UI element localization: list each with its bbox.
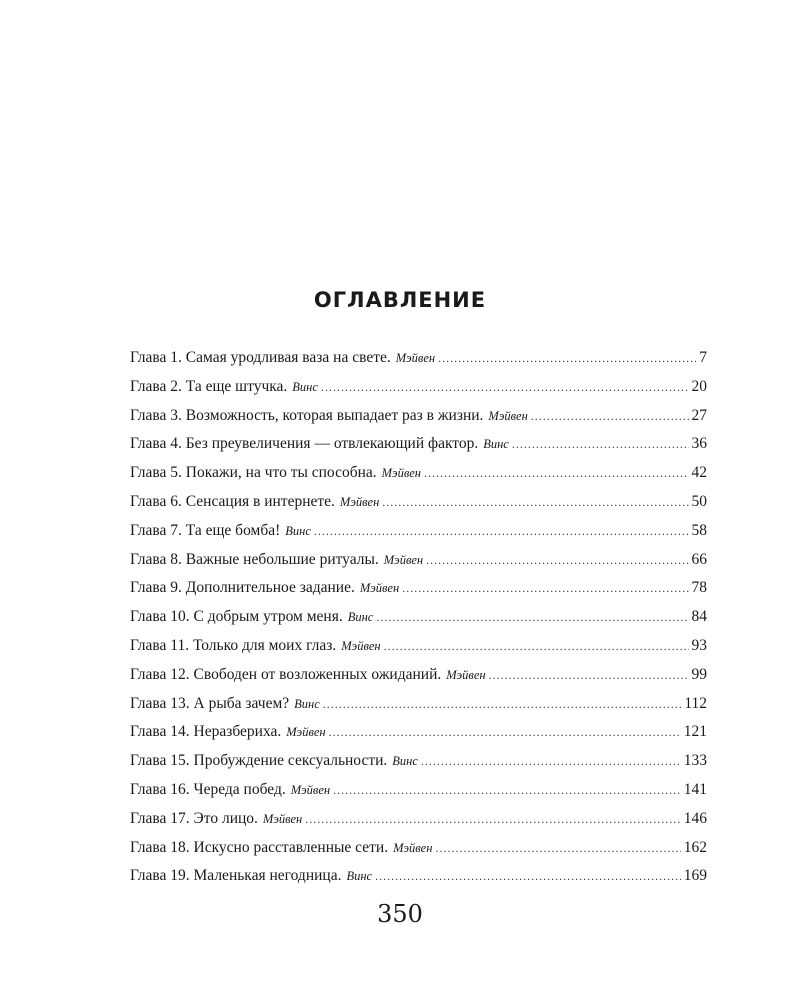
chapter-page-number: 162: [683, 838, 707, 856]
dot-leader: [323, 690, 682, 719]
toc-entry: [130, 373, 707, 402]
chapter-page-number: 169: [683, 867, 707, 885]
chapter-title: Глава 14. Неразбериха.: [130, 723, 282, 741]
chapter-narrator: Мэйвен: [262, 811, 303, 826]
toc-entry: [130, 747, 707, 776]
dot-leader: [531, 402, 689, 431]
toc-entry: [130, 574, 707, 603]
chapter-title: Глава 4. Без преувеличения — отвлекающий фактор.: [130, 435, 479, 453]
dot-leader: [305, 805, 680, 834]
chapter-narrator: Мэйвен: [395, 351, 436, 365]
dot-leader: [402, 574, 688, 603]
chapter-narrator: Мэйвен: [341, 638, 381, 653]
chapter-page-number: 58: [691, 521, 707, 539]
chapter-page-number: 78: [691, 579, 707, 597]
dot-leader: [489, 661, 689, 690]
toc-entry: [130, 805, 707, 834]
chapter-narrator: Винс: [346, 869, 373, 884]
toc-entry: [130, 661, 707, 690]
dot-leader: [424, 459, 689, 488]
chapter-title: Глава 16. Череда побед.: [130, 780, 286, 798]
chapter-page-number: 99: [691, 665, 707, 683]
toc-entry: [130, 834, 707, 863]
chapter-page-number: 146: [683, 809, 707, 827]
toc-entry: [130, 690, 707, 719]
chapter-page-number: 27: [691, 406, 707, 424]
chapter-narrator: Мэйвен: [488, 408, 528, 423]
dot-leader: [314, 517, 689, 546]
toc-entry: [130, 344, 707, 373]
chapter-page-number: 20: [691, 377, 707, 395]
toc-entry: [130, 632, 707, 661]
table-of-contents: [130, 344, 707, 891]
chapter-narrator: Мэйвен: [383, 552, 424, 567]
chapter-narrator: Мэйвен: [381, 466, 421, 481]
dot-leader: [512, 430, 689, 459]
chapter-title: Глава 11. Только для моих глаз.: [130, 636, 337, 654]
chapter-narrator: Мэйвен: [446, 667, 486, 682]
chapter-page-number: 66: [691, 550, 707, 568]
chapter-narrator: Винс: [292, 379, 318, 394]
chapter-page-number: 141: [683, 780, 707, 798]
chapter-page-number: 112: [684, 694, 707, 712]
chapter-narrator: Мэйвен: [359, 581, 400, 596]
chapter-title: Глава 9. Дополнительное задание.: [130, 579, 355, 597]
toc-entry: [130, 459, 707, 488]
dot-leader: [438, 344, 696, 373]
dot-leader: [375, 862, 681, 891]
chapter-narrator: Винс: [392, 754, 418, 769]
dot-leader: [384, 632, 689, 661]
chapter-page-number: 50: [691, 492, 707, 510]
dot-leader: [333, 776, 681, 805]
dot-leader: [321, 373, 689, 402]
chapter-narrator: Мэйвен: [290, 782, 331, 797]
toc-entry: [130, 488, 707, 517]
chapter-narrator: Винс: [294, 696, 320, 711]
toc-entry: [130, 603, 707, 632]
chapter-title: Глава 7. Та еще бомба!: [130, 521, 281, 539]
chapter-title: Глава 2. Та еще штучка.: [130, 377, 288, 395]
dot-leader: [421, 747, 681, 776]
chapter-title: Глава 8. Важные небольшие ритуалы.: [130, 550, 379, 568]
dot-leader: [329, 718, 681, 747]
toc-entry: [130, 430, 707, 459]
toc-entry: [130, 546, 707, 575]
chapter-title: Глава 18. Искусно расставленные сети.: [130, 838, 389, 856]
toc-entry: [130, 517, 707, 546]
toc-entry: [130, 402, 707, 431]
page-number: 350: [377, 900, 423, 928]
dot-leader: [426, 546, 688, 575]
chapter-page-number: 42: [691, 464, 707, 482]
chapter-title: Глава 13. А рыба зачем?: [130, 694, 290, 712]
chapter-title: Глава 3. Возможность, которая выпадает раз в жизни.: [130, 406, 484, 424]
chapter-page-number: 121: [683, 723, 707, 741]
chapter-narrator: Мэйвен: [339, 494, 380, 509]
dot-leader: [376, 603, 688, 632]
chapter-title: Глава 1. Самая уродливая ваза на свете.: [130, 349, 391, 366]
chapter-narrator: Винс: [347, 610, 374, 625]
chapter-narrator: Винс: [285, 523, 311, 538]
chapter-narrator: Мэйвен: [393, 840, 433, 855]
chapter-title: Глава 10. С добрым утром меня.: [130, 608, 343, 626]
chapter-title: Глава 15. Пробуждение сексуальности.: [130, 752, 388, 770]
dot-leader: [382, 488, 688, 517]
dot-leader: [435, 834, 680, 863]
chapter-narrator: Мэйвен: [286, 725, 326, 740]
toc-entry: [130, 718, 707, 747]
toc-entry: [130, 862, 707, 891]
toc-entry: [130, 776, 707, 805]
chapter-title: Глава 5. Покажи, на что ты способна.: [130, 464, 377, 482]
chapter-page-number: 93: [691, 636, 707, 654]
chapter-title: Глава 12. Свободен от возложенных ожиданий.: [130, 665, 442, 683]
chapter-page-number: 84: [691, 608, 707, 626]
chapter-title: Глава 19. Маленькая негодница.: [130, 867, 342, 885]
chapter-page-number: 36: [691, 435, 707, 453]
chapter-page-number: 133: [683, 752, 707, 770]
chapter-title: Глава 17. Это лицо.: [130, 809, 258, 827]
chapter-narrator: Винс: [483, 437, 509, 452]
chapter-title: Глава 6. Сенсация в интернете.: [130, 492, 335, 510]
chapter-page-number: 7: [699, 349, 707, 366]
page-title: ОГЛАВЛЕНИЕ: [313, 288, 487, 312]
